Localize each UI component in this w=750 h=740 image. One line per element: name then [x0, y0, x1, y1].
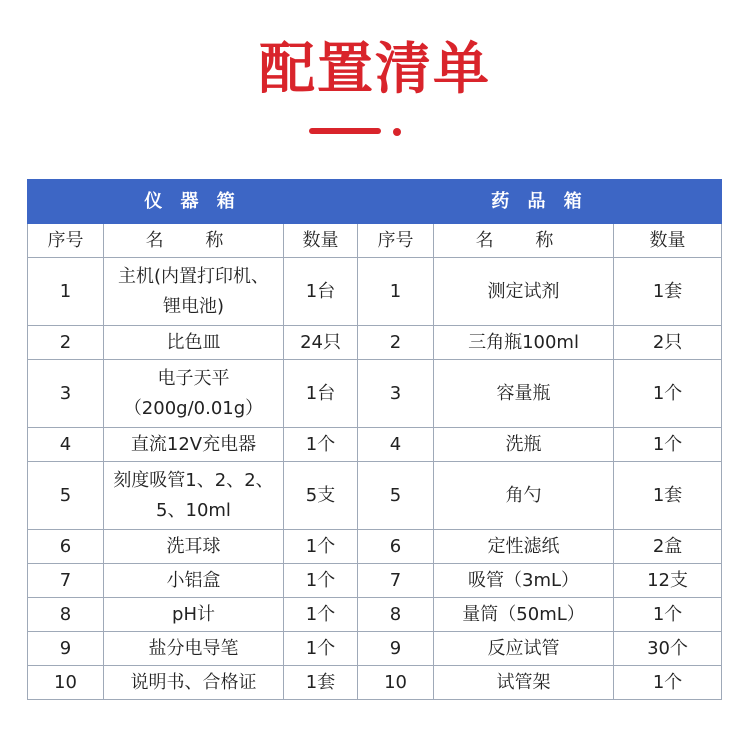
table-row: [28, 258, 722, 326]
instrument-seq-cell: 6: [28, 530, 104, 564]
table-row: [28, 360, 722, 428]
instrument-qty-cell: 5支: [284, 462, 358, 530]
col-header-qty-instruments: 数量: [284, 224, 358, 258]
instrument-seq-cell: 9: [28, 632, 104, 666]
instrument-seq-cell: 3: [28, 360, 104, 428]
reagent-qty-cell: 2只: [614, 326, 722, 360]
reagent-name-cell: 测定试剂: [434, 258, 614, 326]
instrument-name-line-1: 说明书、合格证: [130, 671, 257, 693]
instrument-name-line-1: pH计: [172, 603, 215, 625]
page-title: 配置清单: [259, 37, 491, 102]
section-reagents: 药 品 箱: [358, 180, 722, 224]
reagent-seq-cell: 7: [358, 564, 434, 598]
instrument-name-line-2: 5、10ml: [156, 499, 231, 521]
table-row: [28, 530, 722, 564]
instrument-name-cell: [104, 598, 284, 632]
instrument-name-cell: [104, 462, 284, 530]
reagent-name-cell: 三角瓶100ml: [434, 326, 614, 360]
reagent-name-cell: 试管架: [434, 666, 614, 700]
col-header-seq-instruments: 序号: [28, 224, 104, 258]
reagent-qty-cell: 30个: [614, 632, 722, 666]
col-header-name-instruments: 名 称: [104, 224, 284, 258]
instrument-seq-cell: 4: [28, 428, 104, 462]
instrument-seq-cell: 1: [28, 258, 104, 326]
instrument-name-line-2: （200g/0.01g）: [123, 397, 264, 419]
reagent-qty-cell: 1个: [614, 598, 722, 632]
reagent-qty-cell: 1套: [614, 462, 722, 530]
table-body: [28, 258, 722, 700]
instrument-seq-cell: 2: [28, 326, 104, 360]
instrument-name-cell: [104, 428, 284, 462]
reagent-seq-cell: 2: [358, 326, 434, 360]
table-row: [28, 428, 722, 462]
instrument-seq-cell: 8: [28, 598, 104, 632]
instrument-seq-cell: 10: [28, 666, 104, 700]
instrument-name-line-1: 刻度吸管1、2、2、: [113, 469, 274, 491]
instrument-name-cell: [104, 632, 284, 666]
instrument-name-line-1: 直流12V充电器: [130, 433, 257, 455]
col-header-name-reagents: 名 称: [434, 224, 614, 258]
reagent-seq-cell: 5: [358, 462, 434, 530]
instrument-name-cell: [104, 326, 284, 360]
instrument-name-cell: [104, 666, 284, 700]
instrument-name-line-1: 盐分电导笔: [148, 637, 239, 659]
instrument-qty-cell: 1个: [284, 428, 358, 462]
instrument-qty-cell: 1个: [284, 632, 358, 666]
reagent-qty-cell: 1个: [614, 428, 722, 462]
instrument-name-line-1: 比色皿: [166, 331, 221, 353]
instrument-name-cell: [104, 360, 284, 428]
instrument-name-line-1: 小铝盒: [166, 569, 221, 591]
reagent-seq-cell: 10: [358, 666, 434, 700]
instrument-qty-cell: 1套: [284, 666, 358, 700]
instrument-qty-cell: 1个: [284, 530, 358, 564]
configuration-table: [27, 179, 722, 700]
instrument-name-cell: [104, 564, 284, 598]
instrument-name-line-1: 电子天平: [157, 367, 230, 389]
reagent-qty-cell: 1个: [614, 360, 722, 428]
reagent-seq-cell: 8: [358, 598, 434, 632]
instrument-name-line-1: 主机(内置打印机、: [117, 265, 270, 287]
reagent-name-cell: 量筒（50mL）: [434, 598, 614, 632]
instrument-qty-cell: 1个: [284, 598, 358, 632]
reagent-seq-cell: 3: [358, 360, 434, 428]
reagent-name-cell: 洗瓶: [434, 428, 614, 462]
reagent-name-cell: 反应试管: [434, 632, 614, 666]
reagent-qty-cell: 1套: [614, 258, 722, 326]
reagent-name-cell: 容量瓶: [434, 360, 614, 428]
table-row: [28, 564, 722, 598]
table-row: [28, 326, 722, 360]
title-underline-bar: [309, 128, 381, 134]
reagent-name-cell: 吸管（3mL）: [434, 564, 614, 598]
title-underline-dot: [393, 128, 401, 136]
table-row: [28, 598, 722, 632]
reagent-seq-cell: 4: [358, 428, 434, 462]
table-row: [28, 632, 722, 666]
instrument-qty-cell: 1台: [284, 258, 358, 326]
instrument-qty-cell: 1台: [284, 360, 358, 428]
reagent-name-cell: 定性滤纸: [434, 530, 614, 564]
instrument-qty-cell: 24只: [284, 326, 358, 360]
reagent-qty-cell: 2盒: [614, 530, 722, 564]
table-row: [28, 462, 722, 530]
instrument-qty-cell: 1个: [284, 564, 358, 598]
reagent-qty-cell: 1个: [614, 666, 722, 700]
col-header-qty-reagents: 数量: [614, 224, 722, 258]
instrument-name-cell: [104, 530, 284, 564]
col-header-seq-reagents: 序号: [358, 224, 434, 258]
reagent-seq-cell: 1: [358, 258, 434, 326]
instrument-seq-cell: 7: [28, 564, 104, 598]
section-instruments: 仪 器 箱: [28, 180, 358, 224]
reagent-name-cell: 角勺: [434, 462, 614, 530]
instrument-name-line-1: 洗耳球: [166, 535, 221, 557]
reagent-seq-cell: 6: [358, 530, 434, 564]
section-header-row: [28, 180, 722, 224]
table-row: [28, 666, 722, 700]
reagent-qty-cell: 12支: [614, 564, 722, 598]
reagent-seq-cell: 9: [358, 632, 434, 666]
column-header-row: [28, 224, 722, 258]
instrument-name-cell: [104, 258, 284, 326]
instrument-name-line-2: 锂电池): [162, 295, 225, 317]
instrument-seq-cell: 5: [28, 462, 104, 530]
